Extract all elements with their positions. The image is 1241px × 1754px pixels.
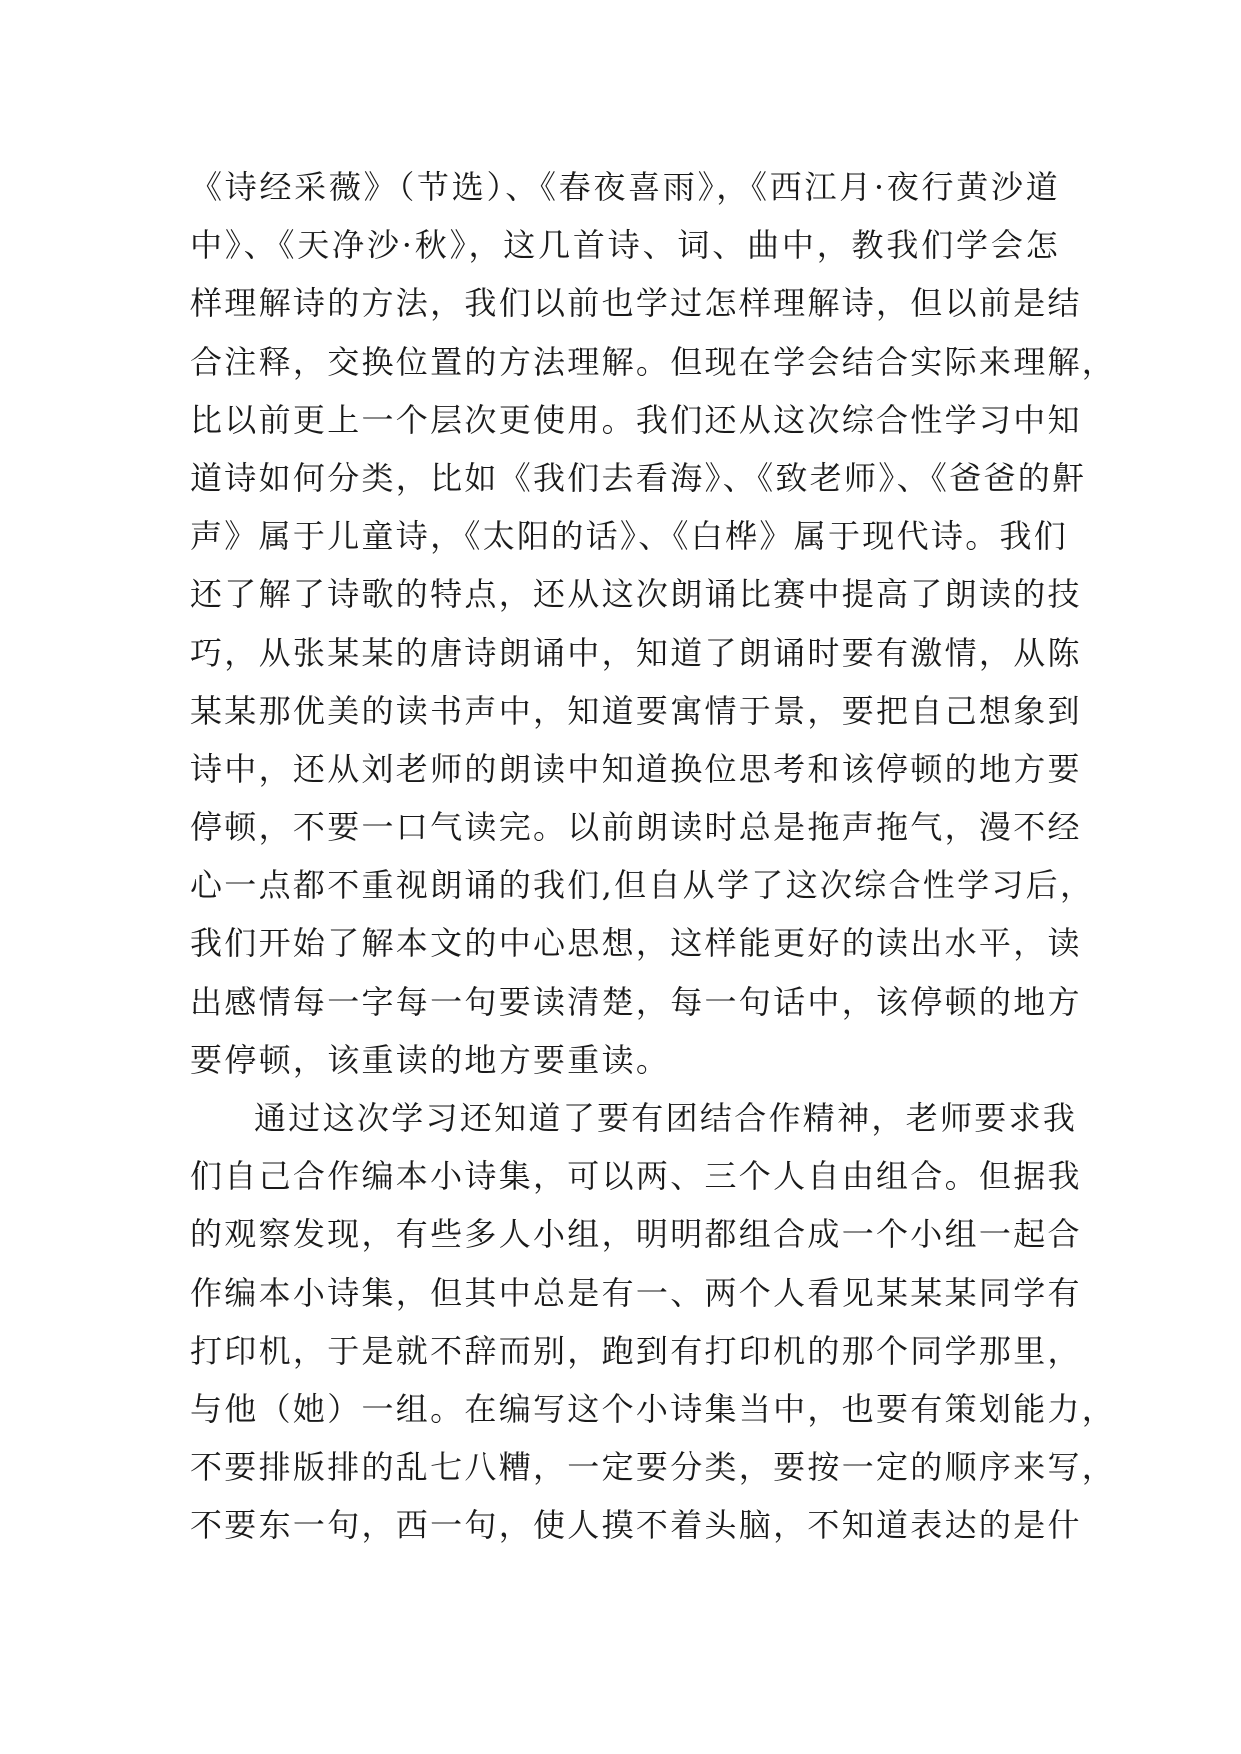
- text-line: 打印机，于是就不辞而别，跑到有打印机的那个同学那里，: [190, 1331, 1082, 1370]
- text-line: 不要排版排的乱七八糟，一定要分类，要按一定的顺序来写，: [190, 1448, 1117, 1487]
- text-line: 合注释，交换位置的方法理解。但现在学会结合实际来理解，: [190, 342, 1117, 381]
- text-line: 要停顿，该重读的地方要重读。: [190, 1040, 671, 1079]
- text-line: 道诗如何分类，比如《我们去看海》、《致老师》、《爸爸的鼾: [190, 458, 1087, 497]
- text-line: 通过这次学习还知道了要有团结合作精神，老师要求我: [254, 1099, 1078, 1137]
- paragraph: [190, 1089, 1117, 1555]
- text-line: 声》属于儿童诗，《太阳的话》、《白桦》属于现代诗。我们: [190, 517, 1069, 556]
- text-line: 的观察发现，有些多人小组，明明都组合成一个小组一起合: [190, 1215, 1082, 1254]
- text-line: 停顿，不要一口气读完。以前朗读时总是拖声拖气，漫不经: [190, 808, 1082, 847]
- text-line: 作编本小诗集，但其中总是有一、两个人看见某某某同学有: [190, 1273, 1082, 1312]
- document-body: [190, 158, 1117, 1555]
- text-line: 与他（她）一组。在编写这个小诗集当中，也要有策划能力，: [190, 1389, 1117, 1428]
- text-line: 《诗经采薇》（节选）、《春夜喜雨》，《西江月·夜行黄沙道: [190, 168, 1060, 206]
- text-line: 不要东一句，西一句，使人摸不着头脑，不知道表达的是什: [190, 1506, 1082, 1545]
- text-line: 们自己合作编本小诗集，可以两、三个人自由组合。但据我: [190, 1157, 1082, 1196]
- text-line: 巧，从张某某的唐诗朗诵中，知道了朗诵时要有激情，从陈: [190, 633, 1082, 672]
- paragraph: [190, 158, 1117, 1089]
- text-line: 诗中，还从刘老师的朗读中知道换位思考和该停顿的地方要: [190, 749, 1082, 788]
- text-line: 中》、《天净沙·秋》，这几首诗、词、曲中，教我们学会怎: [190, 226, 1060, 265]
- text-line: 还了解了诗歌的特点，还从这次朗诵比赛中提高了朗读的技: [190, 575, 1082, 614]
- text-line: 比以前更上一个层次更使用。我们还从这次综合性学习中知: [190, 400, 1082, 439]
- text-line: 我们开始了解本文的中心思想，这样能更好的读出水平，读: [190, 924, 1082, 963]
- text-line: 某某那优美的读书声中，知道要寓情于景，要把自己想象到: [190, 691, 1082, 730]
- text-line: 样理解诗的方法，我们以前也学过怎样理解诗，但以前是结: [190, 284, 1082, 323]
- text-line: 出感情每一字每一句要读清楚，每一句话中，该停顿的地方: [190, 982, 1082, 1021]
- text-line: 心一点都不重视朗诵的我们,但自从学了这次综合性学习后，: [190, 866, 1095, 905]
